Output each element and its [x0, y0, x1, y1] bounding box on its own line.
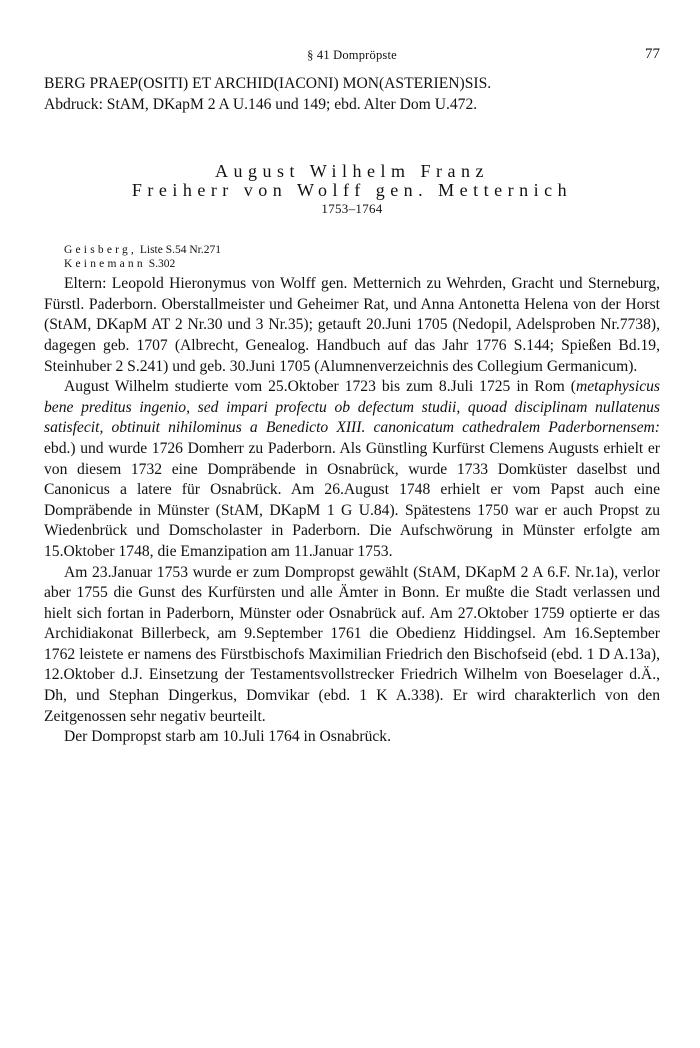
- reference-item: [64, 244, 660, 258]
- entry-name-line-2: Freiherr von Wolff gen. Metternich: [131, 180, 573, 201]
- studies-text-continued: ebd.) und wurde 1726 Domherr zu Paderborn. Als Günstling Kurfürst Clemens Augusts erhielt er von diesem 1732 eine Dompräbende in Osnabrück, wurde 1733 Domküster daselbst und Canonicus a latere für Osnabrück. Am 26.August 1748 erhielt er vom Papst auch eine Dompräbende in Münster (StAM, DKapM 1 G U.84). Spätestens 1750 war er auch Propst zu Wiedenbrück und Domscholaster in Paderborn. Die Aufschwörung in Münster erfolgte am 15.Oktober 1748, die Emanzipation am 11.Januar 1753.: [44, 439, 660, 560]
- reference-detail: Liste S.54 Nr.271: [139, 244, 221, 257]
- print-reference-line: Abdruck: StAM, DKapM 2 A U.146 und 149; ebd. Alter Dom U.472.: [44, 95, 478, 113]
- section-title: § 41 Dompröpste: [307, 48, 397, 62]
- death-paragraph: Der Dompropst starb am 10.Juli 1764 in Osnabrück.: [64, 728, 391, 746]
- biography-text: [44, 274, 660, 748]
- running-head: [44, 48, 660, 74]
- reference-item: [64, 258, 660, 272]
- studies-text: August Wilhelm studierte vom 25.Oktober 1723 bis zum 8.Juli 1725 in Rom (: [64, 378, 576, 396]
- entry-heading: [44, 162, 660, 200]
- reference-detail: S.302: [148, 257, 176, 270]
- provost-paragraph: Am 23.Januar 1753 wurde er zum Dompropst gewählt (StAM, DKapM 2 A 6.F. Nr.1a), verlor aber 1755 die Gunst des Kurfürsten und alle Ämter in Bonn. Er mußte die Stadt verlassen und hielt sich fortan in Paderborn, Münster oder Osnabrück auf. Am 27.Oktober 1759 optierte er das Archidiakonat Billerbeck, am 9.September 1761 die Obedienz Hiddingsel. Am 16.September 1762 leistete er namens des Fürstbischofs Maximilian Friedrich den Bischofseid (ebd. 1 D A.13a), 12.Oktober d.J. Einsetzung der Testamentsvollstrecker Friedrich Wilhelm von Boeselager d.Ä., Dh, und Stephan Dingerkus, Domvikar (ebd. 1 K A.338). Er wird charakterlich von den Zeitgenossen sehr negativ beurteilt.: [44, 563, 660, 725]
- page-number: 77: [645, 46, 660, 62]
- literature-references: [44, 244, 660, 271]
- book-page: [44, 48, 660, 748]
- entry-name-line-1: August Wilhelm Franz: [215, 161, 489, 182]
- entry-years: 1753–1764: [321, 201, 383, 217]
- studies-paragraph: [44, 377, 660, 562]
- parents-paragraph: Eltern: Leopold Hieronymus von Wolff gen. Metternich zu Wehrden, Gracht und Sterneburg, Fürstl. Paderborn. Oberstallmeister und Geheimer Rat, und Anna Antonetta Helena von der Horst (StAM, DKapM AT 2 Nr.30 und 3 Nr.35); getauft 20.Juni 1705 (Nedopil, Adelsproben Nr.7738), dagegen geb. 1707 (Albrecht, Genealog. Handbuch auf das Jahr 1776 S.144; Spießen Bd.19, Steinhuber 2 S.241) und geb. 30.Juni 1705 (Alumnenverzeichnis des Collegium Germanicum).: [44, 275, 660, 375]
- opening-text: [44, 74, 660, 115]
- reference-author: Geisberg,: [64, 244, 137, 257]
- latin-quote: metaphysicus bene preditus ingenio, sed impari profectu ob defectum studii, quoad disciplinam nullatenus satisfecit, obtinuit nihilominus a Benedicto XIII. canonicatum cathedralem Paderbornensem:: [44, 378, 660, 437]
- reference-author: Keinemann: [64, 257, 146, 270]
- inscription-line: BERG PRAEP(OSITI) ET ARCHID(IACONI) MON(ASTERIEN)SIS.: [44, 75, 492, 92]
